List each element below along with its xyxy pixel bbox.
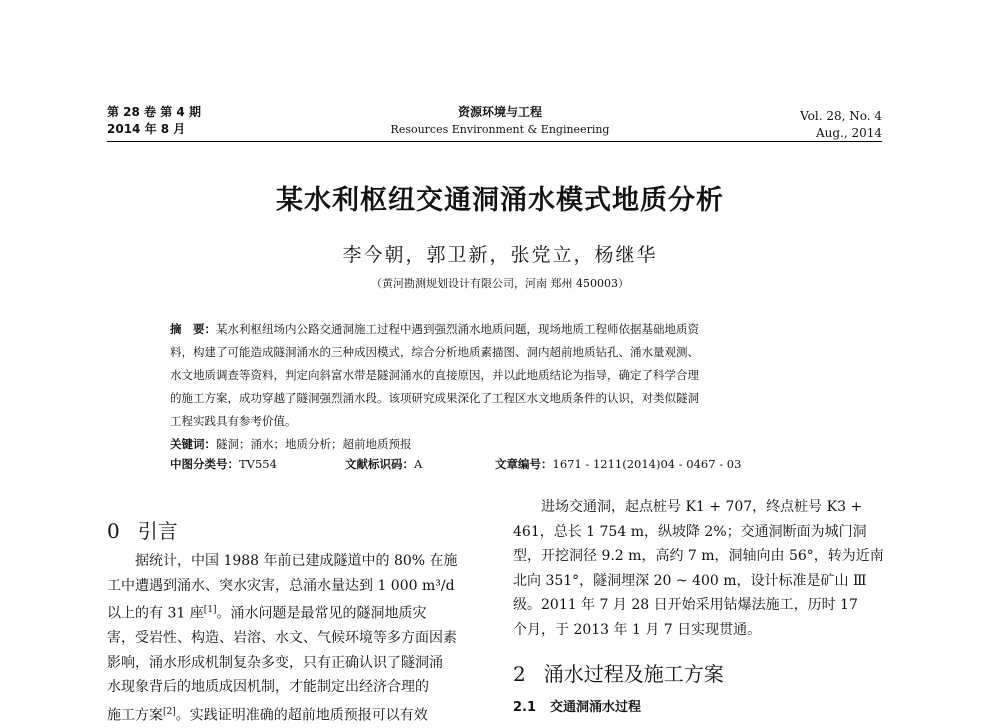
keywords (170, 433, 860, 456)
date-en: Aug., 2014 (815, 126, 882, 140)
journal-name-cn: 资源环境与工程 (457, 105, 542, 119)
body-line: 个月，于 2013 年 1 月 7 日实现贯通。 (513, 621, 762, 638)
date-cn: 2014 年 8 月 (107, 122, 186, 136)
abstract-line: 摘 要：某水利枢纽场内公路交通洞施工过程中遇到强烈涌水地质问题，现场地质工程师依据基础地质资 (170, 322, 699, 336)
abstract-line: 料，构建了可能造成隧洞涌水的三种成因模式，综合分析地质素描图、洞内超前地质钻孔、涌水量观测、 (170, 345, 699, 359)
volume-issue-cn: 第 28 卷 第 4 期 (107, 105, 201, 119)
volume-issue-en: Vol. 28, No. 4 (800, 109, 882, 123)
body-line: 型，开挖洞径 9.2 m，高约 7 m，洞轴向由 56°，转为近南 (513, 548, 884, 564)
clc-number: 中图分类号：TV554 (170, 457, 277, 471)
affiliation: （黄河勘测规划设计有限公司，河南 郑州 450003） (371, 277, 629, 290)
subsection-2-1-heading: 2.1 交通洞涌水过程 (513, 700, 642, 715)
body-line: 害，受岩性、构造、岩溶、水文、气候环境等多方面因素 (107, 630, 457, 647)
body-line: 据统计，中国 1988 年前已建成隧道中的 80% 在施 (135, 553, 458, 569)
body-line: 级。2011 年 7 月 28 日开始采用钻爆法施工，历时 17 (513, 597, 858, 613)
document-code: 文献标识码：A (345, 457, 423, 471)
authors: 李今朝，郭卫新，张党立，杨继华 (342, 244, 658, 266)
body-line: 水现象背后的地质成因机制，才能制定出经济合理的 (107, 679, 429, 696)
article-number: 文章编号：1671 - 1211(2014)04 - 0467 - 03 (495, 457, 742, 471)
abstract-line: 水文地质调查等资料，判定向斜富水带是隧洞涌水的直接原因，并以此地质结论为指导，确定了科学合理 (170, 368, 699, 382)
body-line: 施工方案[2]。实践证明准确的超前地质预报可以有效 (107, 706, 428, 724)
header-rule (107, 141, 882, 142)
intro-body (107, 549, 485, 728)
keywords-text: 隧洞；涌水；地质分析；超前地质预报 (216, 437, 412, 451)
keywords-label: 关键词： (170, 437, 216, 451)
abstract-line: 工程实践具有参考价值。 (170, 414, 297, 428)
body-line: 工中遭遇到涌水、突水灾害，总涌水量达到 1 000 m³/d (107, 577, 455, 594)
body-line: 以上的有 31 座[1]。涌水问题是最常见的隧洞地质灾 (107, 605, 427, 622)
body-line: 461，总长 1 754 m，纵坡降 2%；交通洞断面为城门洞 (513, 523, 867, 540)
right-column-body (513, 495, 885, 642)
body-line: 影响，涌水形成机制复杂多变，只有正确认识了隧洞涌 (107, 654, 443, 671)
abstract-label: 摘 要： (170, 322, 216, 336)
citation[interactable]: [2] (163, 706, 176, 717)
section-0-heading: 0 引言 (107, 519, 178, 543)
paper-title: 某水利枢纽交通洞涌水模式地质分析 (276, 185, 724, 216)
citation[interactable]: [1] (203, 605, 217, 615)
abstract-line: 的施工方案，成功穿越了隧洞强烈涌水段。该项研究成果深化了工程区水文地质条件的认识，对类似隧洞 (170, 391, 699, 405)
journal-name-en: Resources Environment & Engineering (390, 123, 610, 136)
body-line: 进场交通洞，起点桩号 K1 + 707，终点桩号 K3 + (541, 499, 863, 515)
body-line: 北向 351°，隧洞埋深 20 ~ 400 m，设计标准是矿山 Ⅲ (513, 572, 867, 589)
section-2-heading: 2 涌水过程及施工方案 (513, 662, 724, 686)
